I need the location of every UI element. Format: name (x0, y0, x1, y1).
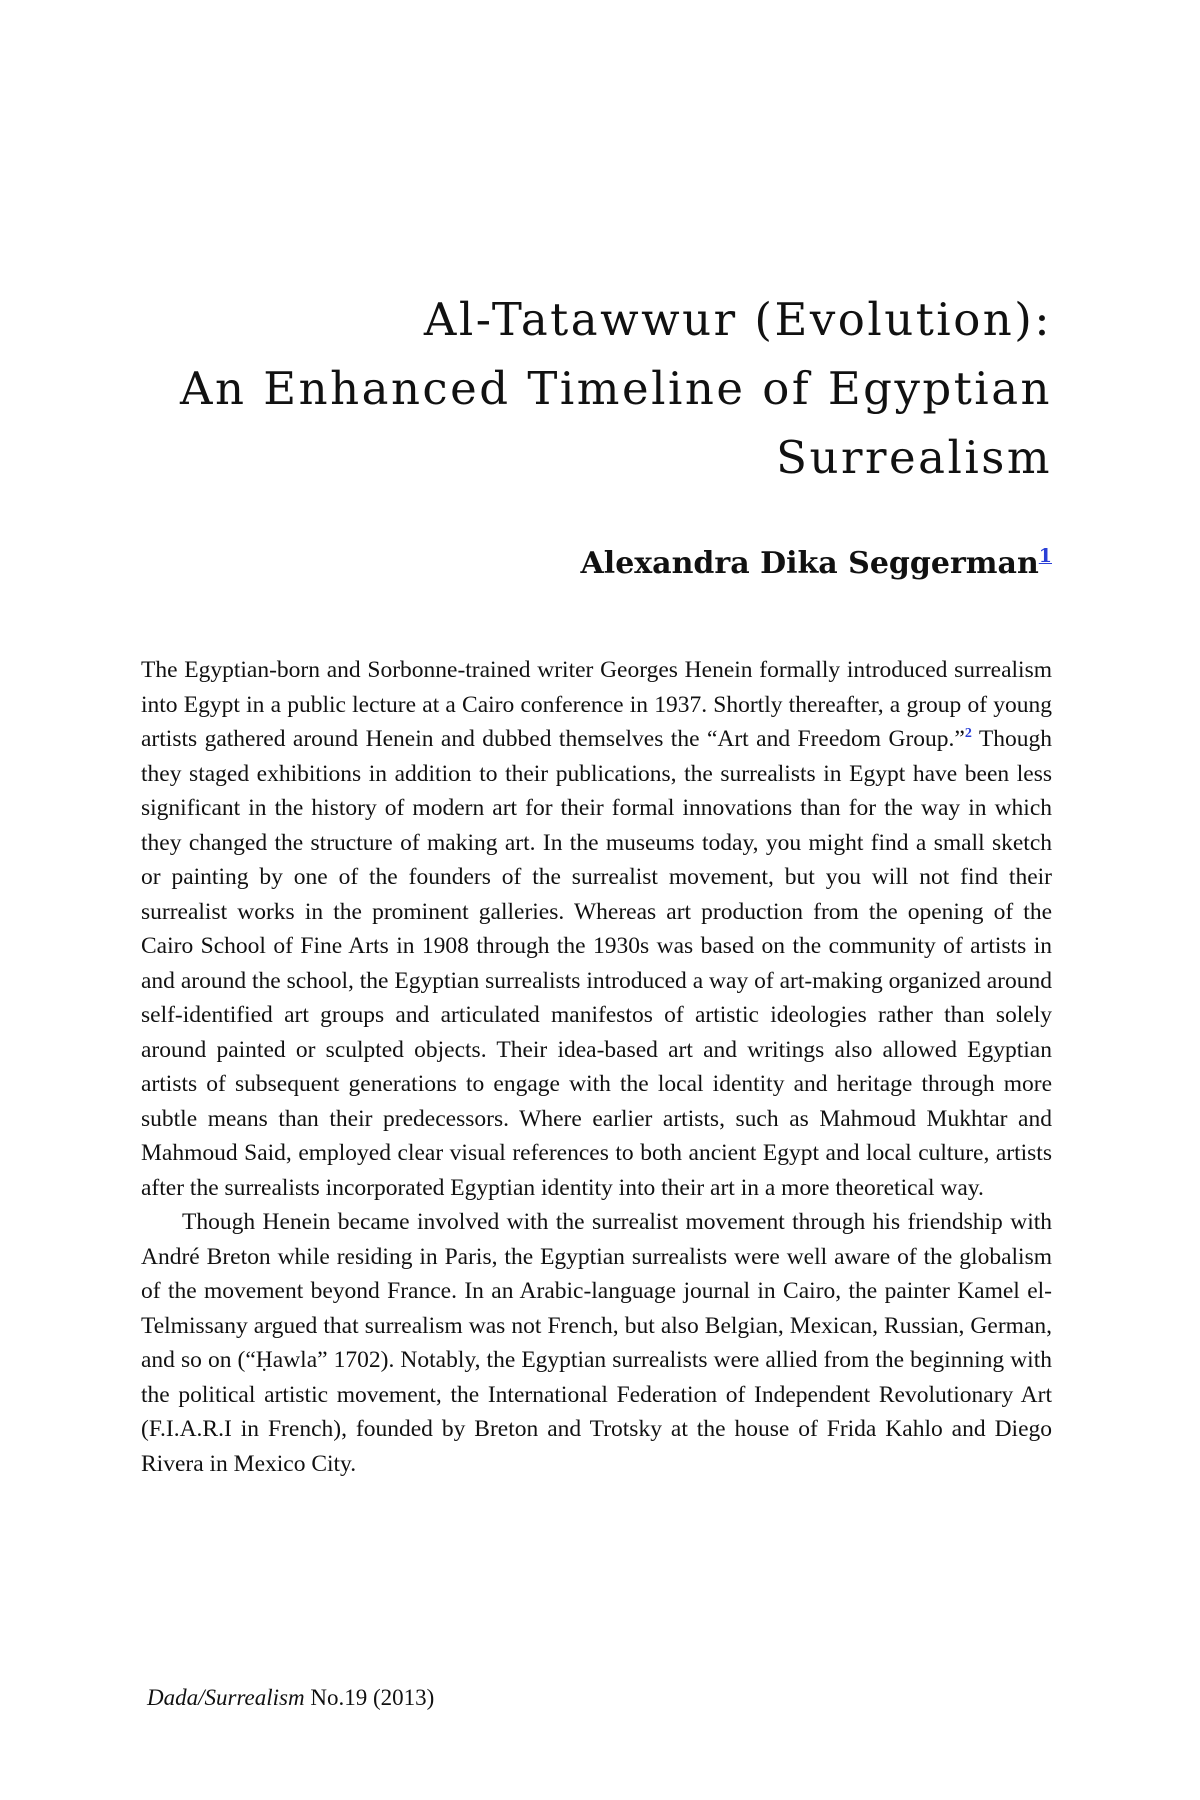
footnote-link-2[interactable]: 2 (964, 726, 972, 742)
author-byline (140, 544, 1052, 584)
paragraph-1 (141, 653, 1052, 1205)
title-line-2: An Enhanced Timeline of Egyptian (180, 362, 1052, 415)
article-body (141, 653, 1052, 1481)
article-title (140, 285, 1052, 492)
author-name: Alexandra Dika Seggerman (580, 546, 1039, 581)
author-footnote-link[interactable]: 1 (1038, 545, 1052, 567)
paragraph-1-text-b: Though they staged exhibitions in addition to their publications, the surrealists in Egypt have been less significant in the history of modern art for their formal innovations than for the way in which they changed the structure of making art. In the museums today, you might find a small sketch or painting by one of the founders of the surrealist movement, but you will not find their surrealist works in the prominent galleries. Whereas art production from the opening of the Cairo School of Fine Arts in 1908 through the 1930s was based on the community of artists in and around the school, the Egyptian surrealists introduced a way of art-making organized around self-identified art groups and articulated manifestos of artistic ideologies rather than solely around painted or sculpted objects. Their idea-based art and writings also allowed Egyptian artists of subsequent generations to engage with the local identity and heritage through more subtle means than their predecessors. Where earlier artists, such as Mahmoud Mukhtar and Mahmoud Said, employed clear visual references to both ancient Egypt and local culture, artists after the surrealists incorporated Egyptian identity into their art in a more theoretical way. (141, 726, 1052, 1201)
paragraph-1-text-a: The Egyptian-born and Sorbonne-trained writer Georges Henein formally introduced surrealism into Egypt in a public lecture at a Cairo conference in 1937. Shortly thereafter, a group of young artists gathered around Henein and dubbed themselves the “Art and Freedom Group.” (141, 657, 1052, 752)
title-line-1: Al-Tatawwur (Evolution): (423, 293, 1052, 346)
page-footer (147, 1683, 434, 1713)
title-line-3: Surrealism (776, 431, 1052, 484)
paragraph-2: Though Henein became involved with the surrealist movement through his friendship with André Breton while residing in Paris, the Egyptian surrealists were well aware of the globalism of the movement beyond France. In an Arabic-language journal in Cairo, the painter Kamel el-Telmissany argued that surrealism was not French, but also Belgian, Mexican, Russian, German, and so on (“Ḥawla” 1702). Notably, the Egyptian surrealists were allied from the beginning with the political artistic movement, the International Federation of Independent Revolutionary Art (F.I.A.R.I in French), founded by Breton and Trotsky at the house of Frida Kahlo and Diego Rivera in Mexico City. (141, 1209, 1052, 1477)
journal-issue: No.19 (2013) (304, 1685, 435, 1710)
journal-name: Dada/Surrealism (147, 1685, 305, 1710)
